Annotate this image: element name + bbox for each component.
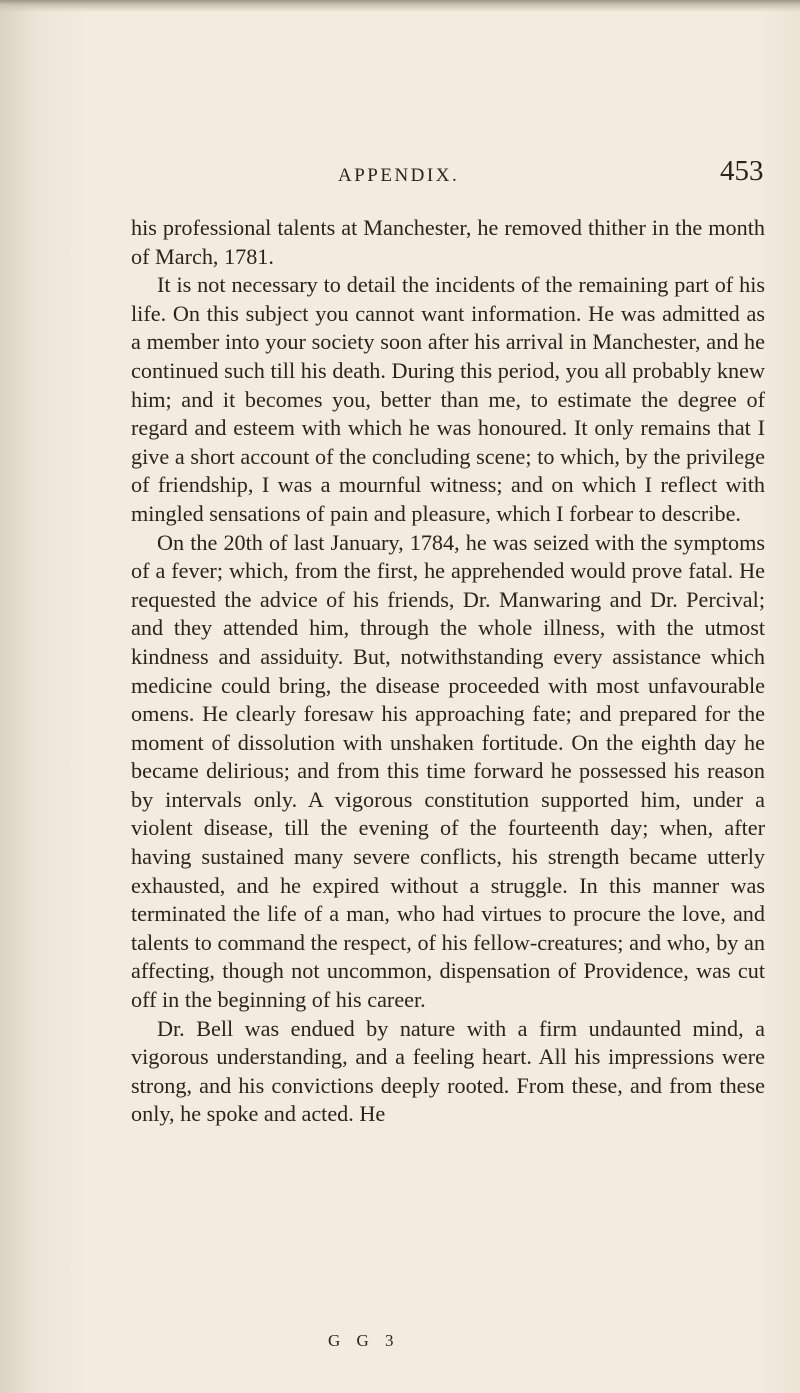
page-header [0,155,800,193]
paragraph: Dr. Bell was endued by nature with a firm undaunted mind, a vigorous understanding, and a feeling heart. All his impressions were strong, and his convictions deeply rooted. From these, and from these only, he spoke and acted. He [131,1015,765,1127]
paragraph: his professional talents at Manchester, he removed thither in the month of March, 1781. [131,215,765,269]
paragraph: On the 20th of last January, 1784, he was seized with the symptoms of a fever; which, from the first, he apprehended would prove fatal. He requested the advice of his friends, Dr. Manwaring and Dr. Percival; and they attended him, through the whole illness, with the utmost kindness and assiduity. But, notwithstanding every assistance which medicine could bring, the disease proceeded with most unfavourable omens. He clearly foresaw his approaching fate; and prepared for the moment of dissolution with unshaken fortitude. On the eighth day he became delirious; and from this time forward he possessed his reason by intervals only. A vigorous constitution supported him, under a violent disease, till the evening of the fourteenth day; when, after having sustained many severe conflicts, his strength became utterly exhausted, and he expired without a struggle. In this manner was terminated the life of a man, who had virtues to procure the love, and talents to command the respect, of his fellow-creatures; and who, by an affecting, though not uncommon, dispensation of Providence, was cut off in the beginning of his career. [131,529,765,1013]
running-head: APPENDIX. [338,165,460,186]
page-number: 453 [720,155,764,187]
signature-mark: G G 3 [328,1331,400,1350]
paragraph: It is not necessary to detail the incidents of the remaining part of his life. On this subject you cannot want information. He was admitted as a member into your society soon after his arrival in Manchester, and he continued such till his death. During this period, you all probably knew him; and it becomes you, better than me, to estimate the degree of regard and esteem with which he was honoured. It only remains that I give a short account of the concluding scene; to which, by the privilege of friendship, I was a mournful witness; and on which I reflect with mingled sensations of pain and pleasure, which I forbear to describe. [131,272,765,526]
body-text [131,214,765,1129]
page-edge-shadow [0,0,800,12]
